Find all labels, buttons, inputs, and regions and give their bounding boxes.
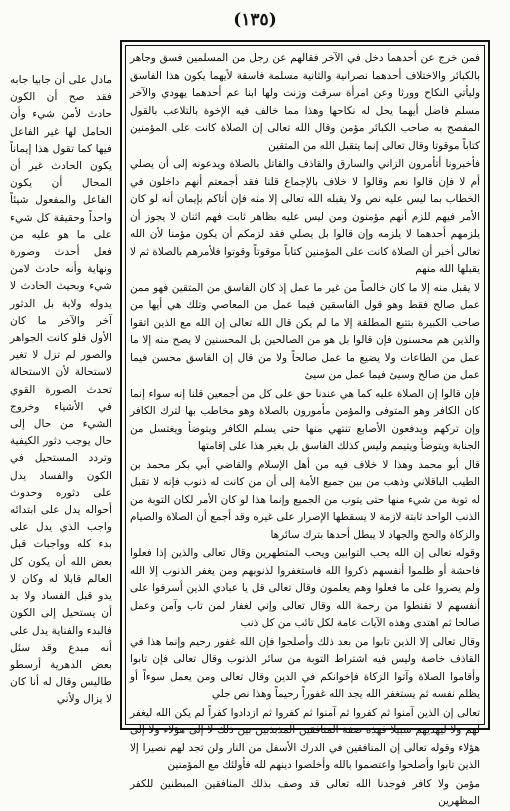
page-number: (١٣٥) — [233, 10, 277, 30]
main-text-frame — [120, 40, 490, 807]
main-paragraph: مؤمن ولا كافر فوجدنا الله تعالى قد وصف بذلك المنافقين المبطنين للكفر المظهرين — [130, 777, 480, 807]
main-paragraph: فأخبرونا أتأمرون الزاني والسارق والقاذف والقاتل بالصلاة ويدعونه إلى أن يصلي أم لا فإن قالوا نعم وقالوا لا خلاف بالإجماع قلنا فقد أجمعتم أنهم داخلون في الخطاب بما ليس عليه نص ولا يقبله الله تعالى إلا منه فإن أتاكم بإيمان أنه لو كان الأمر فيهم للزم أنهم مؤمنون ومن ليس عليه بظاهر ثابت فهم اثنان لا يجوز أن يلزمهم أحدهما لا يلزمه وإن قالوا بل يصلي فقد لزمكم أن يكون مؤمنا لأن الله تعالى أخبر أن الصلاة كانت على المؤمنين كتاباً موقوتاً وقوتوا فلأمرهم بالصلاة ثم لا يقبلها الله منهم — [130, 158, 480, 275]
main-text — [130, 50, 480, 807]
main-paragraph: فإن قالوا إن الصلاة عليه كما هي عندنا حق على كل من أجمعين قلنا إنه سواء إنما كان الكافر وهو المتوفى والمؤمن مأمورون بالصلاة وهو مخاطب بها لترك الكافر وإن تركهم ويدفعون الأصابع تنتهي منها حتى يسلم الكافر ويتوضأ ويغتسل من الجنابة ويتوضأ ويتيمم وليس كذلك الفاسق بل بغير هذا على إقامتها — [130, 387, 480, 452]
main-paragraph: فمن خرج عن أحدهما دخل في الآخر فقالهم عن رجل من المسلمين فسق وجاهر بالكبائر والاختلاف أحدهما نصرانية والثانية مسلمة فاسقة لأيهما يكون هذا الفاسق وليأتي النكاح وورثا وعن امرأة سرقت وزنت ولها ابنا عم أحدهما يهودي والآخر مسلم فاضل أيهما يحل له نكاحها وهذا مما خالف فيه الإخوة بالتلاعب بالقول المفصح به صاحب الكبائر مؤمن وقال الله تعالى إن الصلاة كانت على المؤمنين كتاباً موقوتا وقال تعالى إنما يتقبل الله من المتقين — [130, 52, 480, 152]
main-paragraph: وقوله تعالى إن الله يحب التوابين ويحب المتطهرين وقال تعالى والذين إذا فعلوا فاحشة أو ظلموا أنفسهم ذكروا الله فاستغفروا لذنوبهم ومن يغفر الذنوب إلا الله ولم يصروا على ما فعلوا وهم يعلمون وقال تعالى قل يا عبادي الذين أسرفوا على أنفسهم لا تقنطوا من رحمة الله وقال تعالى وإني لغفار لمن تاب وآمن وعمل صالحا ثم اهتدى وهذه الآيات عامة لكل تائب من كل ذنب — [130, 547, 480, 629]
main-paragraph: وقال تعالى إلا الذين تابوا من بعد ذلك وأصلحوا فإن الله غفور رحيم وإنما هذا في القاذف خاصة وليس فيه اشتراط التوبة من سائر الذنوب وقال تعالى فإن تابوا وأقاموا الصلاة وآتوا الزكاة فإخوانكم في الدين وقال تعالى ومن يعمل سوءاً أو يظلم نفسه ثم يستغفر الله يجد الله غفوراً رحيماً وهذا نص جلي — [130, 635, 480, 700]
main-paragraph: تعالى إن الذين آمنوا ثم كفروا ثم آمنوا ثم كفروا ثم ازدادوا كفراً لم يكن الله ليغفر لهم ولا ليهديهم سبيلا فهذه صفة المنافقين المذبذبين بين ذلك لا إلى هؤلاء ولا إلى هؤلاء وقوله تعالى إن المنافقين في الدرك الأسفل من النار ولن تجد لهم نصيرا إلا الذين تابوا وأصلحوا واعتصموا بالله وأخلصوا دينهم لله فأولئك مع المؤمنين — [130, 706, 480, 771]
main-paragraph: لا يقبل منه إلا ما كان خالصاً من غير ما عمل إذ كان الفاسق من المتقين فهو ممن عمل صالح فقط وهو قول الفاسقين فيما عمل من المعاصي وتلك هي أيها من صاحب الكبيرة بتتبع المطلقة إلا ما لم يكن قال الله تعالى إن الله مع الذين اتقوا والذين هم محسنون فإن قالوا بل هو من الصالحين بل المحسنين لا يصح منه إلا ما عمل من الطاعات ولا يضيع ما عمل صالحاً ولا من قال إن الفاسق محسن فيما عمل من صالح وسيئ فيما عمل من سيئ — [130, 281, 480, 381]
margin-paragraph: مادل على أن جابيا جابه فقد صح أن الكون حادث لأمن شيء وأن الحامل لها غير الفاعل فيها كما تقول هذا إيماناً يكون الحادث غير أن المحال أن يكون الفاعل والمفعول شيئاً واحداً وحقيقة كل شيء على ما هو عليه من فعل أحدث وصورة ونهاية وأنه حادث لامن شيء وبحيث الحادث لا يدوله ولاية بل الدثور آخر والآخر ما كان الأول فلو كانت الجواهر والصور لم تزل لا تغير لاستحالة لأن الاستحالة تحدث الصورة القوي في الأشياء وخروج الشيء من حال إلى حال يوجب دثور الكيفية وتردد المستحيل في الكون والفساد يدل على دثوره وحدوث أحواله يدل على ابتدائه واجب الذي يدل على بدء كله وواجبات قبل بعض الله أن يكون كل العالم قابلا له وكان لا يدو قبل الفساد ولا بد أن يستحيل إلى الكون فالبدء والفناية يدل على أنه مبدع وقد سئل بعض الدهرية أرسطو طاليس وقال له أنا كان لا يزال ولأني — [10, 74, 112, 706]
margin-commentary — [10, 72, 112, 706]
main-paragraph: قال أبو محمد وهذا لا خلاف فيه من أهل الإسلام والقاضي أبي بكر محمد بن الطيب الباقلاني وذهب من بين جميع الأمة إلى أن من كانت له ذنوب فإنه لا تقبل له توبة من شيء منها حتى يتوب من الجميع وإنما هذا لو كان الأمر لكان التوبة من الذنب الواحد ثابتة لازمة لا يسقطها الإصرار على غيره وقد أجمع أن الصلاة والصيام والزكاة والحج والجهاد لا يبطل أحدها بترك سائرها — [130, 458, 480, 541]
